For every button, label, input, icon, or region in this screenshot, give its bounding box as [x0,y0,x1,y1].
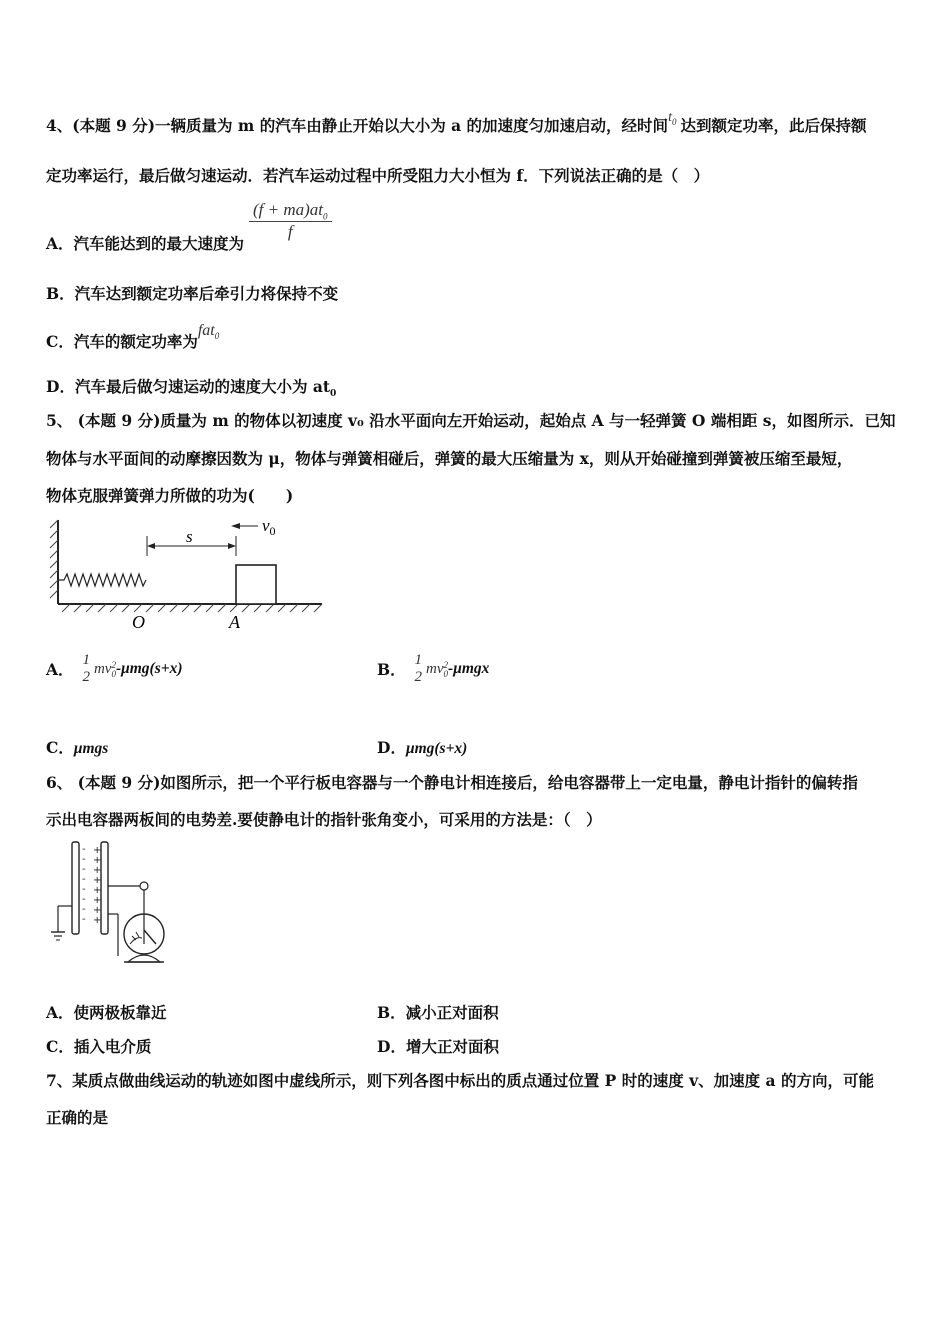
svg-text:+: + [93,845,102,856]
q6-option-d[interactable]: D．增大正对面积 [377,1037,499,1056]
svg-text:-: - [82,914,86,925]
label-v0: $v_0$ [262,516,276,538]
svg-text:-: - [82,884,86,895]
svg-text:+: + [93,905,102,916]
svg-text:-: - [82,844,86,855]
label-O: O [132,612,145,632]
label-s: s [186,527,193,546]
q6-stem-line1: 6、 (本题 9 分)如图所示，把一个平行板电容器与一个静电计相连接后，给电容器带上一定电量，静电计指针的偏转指 [46,773,858,792]
block [236,565,276,604]
svg-text:+: + [93,895,102,906]
svg-text:+: + [93,865,102,876]
svg-text:+: + [93,855,102,866]
q6-capacitor-electroscope-figure [46,840,176,968]
svg-text:-: - [82,874,86,885]
q7-stem-line1: 7、某质点做曲线运动的轨迹如图中虚线所示，则下列各图中标出的质点通过位置 P 时的速度 v、加速度 a 的方向，可能 [46,1071,874,1090]
q5-option-c[interactable]: C．μmgs [46,738,109,757]
q5-option-d[interactable]: D．μmg(s+x) [377,738,468,757]
q5-stem-line2: 物体与水平面间的动摩擦因数为 μ，物体与弹簧相碰后，弹簧的最大压缩量为 x，则从开始碰撞到弹簧被压缩至最短， [46,449,853,468]
svg-text:+: + [93,875,102,886]
q6-stem-line2: 示出电容器两板间的电势差.要使静电计的指针张角变小，可采用的方法是：（ ） [46,810,602,829]
label-A: A [229,612,240,632]
q4-option-a-formula: $\frac{(f + ma)at_0}{f}$ [249,200,332,242]
q6-option-a[interactable]: A．使两极板靠近 [46,1003,167,1022]
q7-stem-line2: 正确的是 [46,1108,109,1127]
q4-option-d[interactable]: D．汽车最后做匀速运动的速度大小为 $at_0$ [46,377,337,400]
q6-option-b[interactable]: B．减小正对面积 [377,1003,499,1022]
q4-option-c-formula: fat$_0$ [197,322,220,342]
svg-text:+: + [93,885,102,896]
svg-text:-: - [82,894,86,905]
q5-option-a-mv: mv 2 0 [93,659,116,679]
t0-symbol: $t_0$ [668,110,677,127]
svg-text:+: + [93,915,102,926]
q5-option-b[interactable]: B． 1 2 mv 2 0 -μmgx [377,652,490,685]
svg-text:-: - [82,864,86,875]
q4-option-a[interactable]: A．汽车能达到的最大速度为 $\frac{(f + ma)at_0}{f}$ [46,200,332,242]
q5-option-b-mv: mv 2 0 [426,659,449,679]
q4-option-b[interactable]: B．汽车达到额定功率后牵引力将保持不变 [46,284,339,303]
q4-option-c[interactable]: C．汽车的额定功率为fat$_0$ [46,322,220,351]
q5-stem-line3: 物体克服弹簧弹力所做的功为( ) [46,486,294,505]
q6-option-c[interactable]: C．插入电介质 [46,1037,152,1056]
q4-stem-line2: 定功率运行，最后做匀速运动．若汽车运动过程中所受阻力大小恒为 f．下列说法正确的是（ ） [46,166,710,185]
q5-stem-line1: 5、 (本题 9 分)质量为 m 的物体以初速度 v₀ 沿水平面向左开始运动，起始点 A 与一轻弹簧 O 端相距 s，如图所示．已知 [46,411,896,430]
spring [58,574,146,586]
q4-stem-line1: 4、(本题 9 分)一辆质量为 m 的汽车由静止开始以大小为 a 的加速度匀加速启动，经时间$t_0$ 达到额定功率，此后保持额 [46,110,867,135]
q5-spring-block-figure [46,512,336,637]
q5-option-a[interactable]: A． 1 2 mv 2 0 -μmg(s+x) [46,652,183,685]
svg-text:-: - [82,854,86,865]
svg-text:-: - [82,904,86,915]
